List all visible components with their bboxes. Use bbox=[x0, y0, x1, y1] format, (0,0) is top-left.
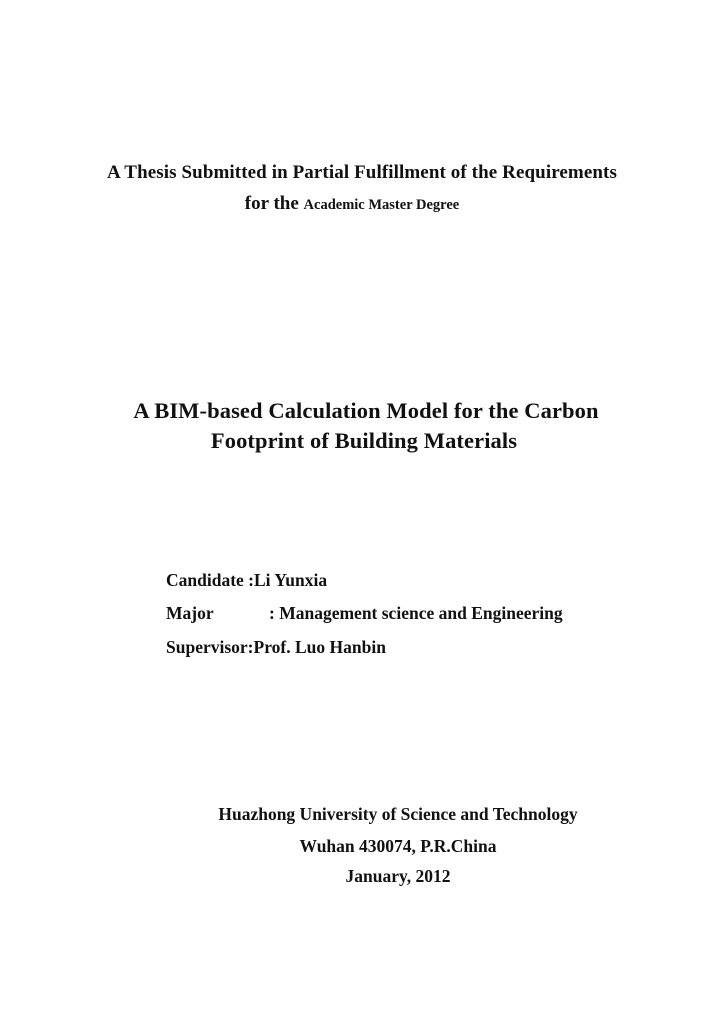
thesis-date: January, 2012 bbox=[345, 866, 451, 886]
degree-prefix: for the bbox=[244, 193, 304, 214]
major-row bbox=[166, 603, 563, 624]
university-address: Wuhan 430074, P.R.China bbox=[299, 836, 497, 856]
university-name: Huazhong University of Science and Technology bbox=[218, 804, 578, 824]
major-value: : Management science and Engineering bbox=[269, 603, 563, 623]
supervisor-row bbox=[166, 637, 386, 658]
candidate-label: Candidate : bbox=[166, 570, 254, 590]
supervisor-name: Prof. Luo Hanbin bbox=[253, 637, 386, 657]
degree-name: Academic Master Degree bbox=[303, 197, 460, 213]
candidate-name: Li Yunxia bbox=[254, 570, 328, 590]
thesis-title-line-1: A BIM-based Calculation Model for the Carbon bbox=[133, 398, 599, 423]
degree-statement bbox=[0, 193, 714, 215]
thesis-title-line-2: Footprint of Building Materials bbox=[210, 428, 518, 453]
supervisor-label: Supervisor: bbox=[166, 637, 254, 657]
thesis-statement: A Thesis Submitted in Partial Fulfillment of the Requirements bbox=[107, 162, 617, 183]
candidate-row bbox=[166, 570, 327, 591]
major-label: Major bbox=[166, 603, 214, 623]
